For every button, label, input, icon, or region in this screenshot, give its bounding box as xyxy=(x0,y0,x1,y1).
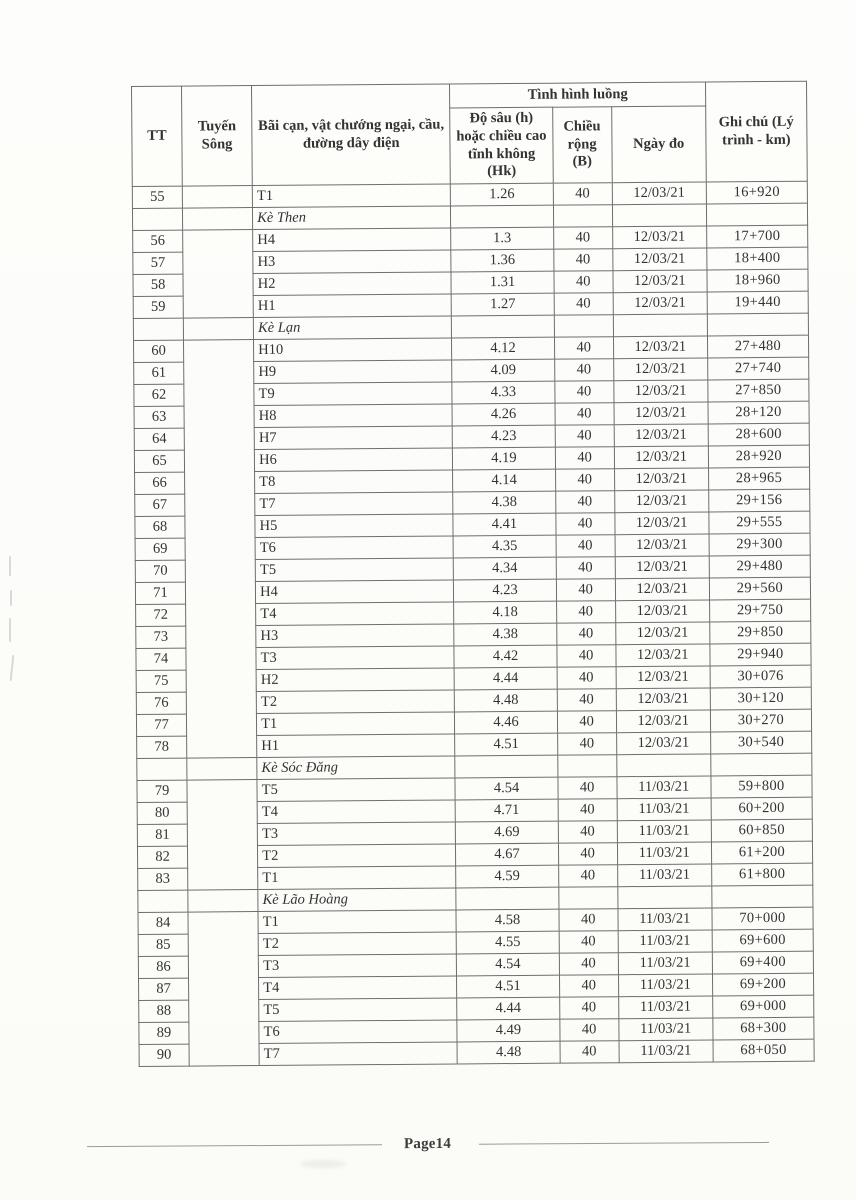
cell-section-name: Kè Then xyxy=(253,206,451,230)
header-channel-group: Tình hình luồng xyxy=(450,82,706,108)
cell-date: 11/03/21 xyxy=(618,996,712,1019)
cell-note: 69+600 xyxy=(712,929,813,952)
cell-obstacle-name: H9 xyxy=(254,360,452,384)
cell-tt: 79 xyxy=(137,780,187,802)
cell-width: 40 xyxy=(556,557,615,579)
cell-depth: 4.54 xyxy=(455,777,557,800)
cell-tt: 82 xyxy=(137,846,187,868)
cell-obstacle-name: T3 xyxy=(257,822,455,846)
cell-width xyxy=(558,887,617,909)
cell-depth: 4.41 xyxy=(453,513,555,536)
cell-depth: 4.67 xyxy=(456,843,558,866)
cell-obstacle-name: T1 xyxy=(252,184,450,208)
cell-obstacle-name: T7 xyxy=(259,1042,457,1066)
cell-depth: 1.36 xyxy=(451,249,553,272)
cell-note: 28+120 xyxy=(708,401,809,424)
footer-rule-right xyxy=(479,1142,769,1145)
cell-date: 11/03/21 xyxy=(617,864,711,887)
cell-note: 69+000 xyxy=(712,995,813,1018)
cell-date: 12/03/21 xyxy=(615,578,709,601)
page-number: Page14 xyxy=(403,1135,452,1153)
cell-tt xyxy=(132,208,182,230)
cell-depth: 4.34 xyxy=(454,557,556,580)
cell-date: 11/03/21 xyxy=(617,776,711,799)
cell-obstacle-name: H3 xyxy=(253,250,451,274)
cell-width: 40 xyxy=(555,403,614,425)
cell-width: 40 xyxy=(558,777,617,799)
header-measure-date: Ngày đo xyxy=(611,106,706,183)
cell-tt: 67 xyxy=(135,494,185,516)
cell-width: 40 xyxy=(558,865,617,887)
cell-depth xyxy=(452,315,554,338)
cell-obstacle-name: T7 xyxy=(255,492,453,516)
cell-note: 29+750 xyxy=(709,599,810,622)
cell-tt: 59 xyxy=(133,296,183,318)
cell-date: 12/03/21 xyxy=(616,666,710,689)
cell-tt: 70 xyxy=(135,560,185,582)
cell-tt: 80 xyxy=(137,802,187,824)
cell-date: 11/03/21 xyxy=(618,908,712,931)
cell-depth: 4.35 xyxy=(453,535,555,558)
cell-width: 40 xyxy=(559,953,618,975)
cell-note: 60+850 xyxy=(711,819,812,842)
cell-obstacle-name: T3 xyxy=(256,646,454,670)
cell-tt: 88 xyxy=(139,1000,189,1022)
cell-obstacle-name: H8 xyxy=(254,404,452,428)
cell-width: 40 xyxy=(559,997,618,1019)
cell-note xyxy=(712,885,813,908)
cell-width: 40 xyxy=(556,645,615,667)
cell-obstacle-name: T2 xyxy=(258,844,456,868)
cell-note xyxy=(711,753,812,776)
cell-date: 12/03/21 xyxy=(612,248,706,271)
cell-depth xyxy=(451,205,553,228)
scan-smudge xyxy=(300,1160,346,1168)
cell-tt: 89 xyxy=(139,1022,189,1044)
cell-date xyxy=(616,754,710,777)
cell-date: 11/03/21 xyxy=(618,952,712,975)
cell-date: 11/03/21 xyxy=(618,930,712,953)
cell-depth: 4.14 xyxy=(453,469,555,492)
cell-date: 12/03/21 xyxy=(614,468,708,491)
cell-date: 12/03/21 xyxy=(614,446,708,469)
cell-note: 68+300 xyxy=(713,1017,814,1040)
cell-depth: 4.48 xyxy=(457,1041,559,1064)
cell-date xyxy=(612,204,706,227)
cell-width: 40 xyxy=(559,1019,618,1041)
cell-tt: 61 xyxy=(134,362,184,384)
cell-note: 29+560 xyxy=(709,577,810,600)
cell-obstacle-name: T4 xyxy=(257,800,455,824)
cell-width: 40 xyxy=(555,425,614,447)
cell-note: 61+800 xyxy=(711,863,812,886)
cell-depth: 4.58 xyxy=(456,909,558,932)
cell-note: 16+920 xyxy=(706,181,807,204)
header-note: Ghi chú (Lý trình - km) xyxy=(705,81,807,182)
cell-depth: 4.51 xyxy=(457,975,559,998)
cell-note: 29+156 xyxy=(709,489,810,512)
cell-date: 12/03/21 xyxy=(614,402,708,425)
cell-depth: 4.69 xyxy=(456,821,558,844)
cell-tuyen-song xyxy=(182,186,252,209)
cell-date xyxy=(613,314,707,337)
header-depth: Độ sâu (h) hoặc chiều cao tĩnh không (Hk) xyxy=(450,107,553,184)
cell-obstacle-name: T1 xyxy=(258,866,456,890)
cell-note: 29+480 xyxy=(709,555,810,578)
cell-note: 18+960 xyxy=(707,269,808,292)
cell-date: 11/03/21 xyxy=(619,1040,713,1063)
cell-depth xyxy=(456,887,558,910)
cell-tt: 76 xyxy=(136,692,186,714)
cell-tt: 85 xyxy=(138,934,188,956)
cell-width: 40 xyxy=(558,821,617,843)
cell-section-name: Kè Lạn xyxy=(253,316,451,340)
cell-depth: 4.48 xyxy=(455,689,557,712)
cell-note: 29+300 xyxy=(709,533,810,556)
cell-width: 40 xyxy=(554,381,613,403)
cell-depth: 4.49 xyxy=(457,1019,559,1042)
cell-width xyxy=(557,755,616,777)
cell-width: 40 xyxy=(558,799,617,821)
cell-note: 69+200 xyxy=(712,973,813,996)
cell-date: 12/03/21 xyxy=(615,556,709,579)
cell-obstacle-name: T5 xyxy=(259,998,457,1022)
cell-tuyen-song xyxy=(184,340,257,759)
cell-tuyen-song xyxy=(187,780,258,891)
cell-depth: 4.44 xyxy=(455,667,557,690)
cell-date: 12/03/21 xyxy=(615,534,709,557)
cell-tt xyxy=(137,758,187,780)
cell-section-name: Kè Sóc Đăng xyxy=(257,756,455,780)
header-width: Chiều rộng (B) xyxy=(552,107,612,183)
cell-note: 30+076 xyxy=(710,665,811,688)
cell-depth: 4.19 xyxy=(453,447,555,470)
table-header xyxy=(132,81,808,186)
cell-section-name: Kè Lão Hoàng xyxy=(258,888,456,912)
cell-date: 11/03/21 xyxy=(617,820,711,843)
cell-depth: 4.59 xyxy=(456,865,558,888)
cell-tuyen-song xyxy=(183,318,253,341)
cell-tt: 68 xyxy=(135,516,185,538)
cell-depth: 4.23 xyxy=(453,425,555,448)
cell-depth: 4.09 xyxy=(452,359,554,382)
cell-obstacle-name: H2 xyxy=(256,668,454,692)
cell-note: 28+965 xyxy=(708,467,809,490)
cell-date: 12/03/21 xyxy=(615,600,709,623)
cell-depth: 4.51 xyxy=(455,733,557,756)
cell-date: 11/03/21 xyxy=(617,842,711,865)
cell-tuyen-song xyxy=(183,208,253,231)
cell-tt: 72 xyxy=(136,604,186,626)
cell-tt: 64 xyxy=(134,428,184,450)
cell-obstacle-name: T1 xyxy=(258,910,456,934)
cell-date: 12/03/21 xyxy=(613,336,707,359)
cell-width: 40 xyxy=(557,689,616,711)
cell-depth: 1.3 xyxy=(451,227,553,250)
cell-date: 12/03/21 xyxy=(616,732,710,755)
cell-width: 40 xyxy=(559,931,618,953)
cell-note: 28+600 xyxy=(708,423,809,446)
cell-obstacle-name: T6 xyxy=(259,1020,457,1044)
cell-tt xyxy=(133,318,183,340)
cell-tt: 78 xyxy=(137,736,187,758)
cell-width: 40 xyxy=(560,1041,619,1063)
cell-note: 61+200 xyxy=(711,841,812,864)
cell-width: 40 xyxy=(557,733,616,755)
cell-width: 40 xyxy=(553,183,612,205)
cell-obstacle-name: H7 xyxy=(254,426,452,450)
cell-tt: 86 xyxy=(138,956,188,978)
cell-depth: 4.18 xyxy=(454,601,556,624)
cell-date: 12/03/21 xyxy=(613,292,707,315)
cell-tt: 71 xyxy=(135,582,185,604)
cell-depth: 4.55 xyxy=(457,931,559,954)
cell-note: 28+920 xyxy=(708,445,809,468)
cell-tuyen-song xyxy=(187,758,257,781)
cell-note xyxy=(706,203,807,226)
page-footer xyxy=(0,1133,856,1155)
scan-artifact xyxy=(10,655,15,681)
cell-obstacle-name: H10 xyxy=(254,338,452,362)
table-body xyxy=(132,181,814,1066)
cell-note: 19+440 xyxy=(707,291,808,314)
cell-note: 29+555 xyxy=(709,511,810,534)
cell-tt: 56 xyxy=(133,230,183,252)
cell-width: 40 xyxy=(559,909,618,931)
cell-width: 40 xyxy=(555,447,614,469)
cell-obstacle-name: H4 xyxy=(253,228,451,252)
cell-obstacle-name: H2 xyxy=(253,272,451,296)
cell-width: 40 xyxy=(554,337,613,359)
cell-tt: 74 xyxy=(136,648,186,670)
cell-obstacle-name: H6 xyxy=(255,448,453,472)
scan-artifact xyxy=(9,618,11,642)
cell-depth: 4.38 xyxy=(454,623,556,646)
cell-note xyxy=(707,313,808,336)
cell-date: 12/03/21 xyxy=(614,424,708,447)
cell-width xyxy=(554,315,613,337)
cell-width xyxy=(553,205,612,227)
cell-note: 27+850 xyxy=(708,379,809,402)
header-obstacle: Bãi cạn, vật chướng ngại, cầu, đường dây điện xyxy=(252,84,451,186)
cell-obstacle-name: H1 xyxy=(253,294,451,318)
cell-obstacle-name: T5 xyxy=(255,558,453,582)
cell-depth: 4.38 xyxy=(453,491,555,514)
cell-depth: 4.23 xyxy=(454,579,556,602)
cell-obstacle-name: T1 xyxy=(257,712,455,736)
header-tt: TT xyxy=(132,86,183,186)
cell-tt: 73 xyxy=(136,626,186,648)
cell-date: 12/03/21 xyxy=(616,688,710,711)
cell-tt: 83 xyxy=(138,868,188,890)
scan-artifact xyxy=(9,556,11,576)
cell-obstacle-name: T9 xyxy=(254,382,452,406)
cell-note: 30+270 xyxy=(710,709,811,732)
cell-depth: 1.26 xyxy=(451,183,553,206)
cell-note: 70+000 xyxy=(712,907,813,930)
cell-tt xyxy=(138,890,188,912)
cell-obstacle-name: T4 xyxy=(256,602,454,626)
scan-artifact xyxy=(10,590,12,606)
cell-date: 12/03/21 xyxy=(615,512,709,535)
footer-rule-left xyxy=(87,1144,382,1147)
cell-date: 12/03/21 xyxy=(612,182,706,205)
cell-tt: 66 xyxy=(135,472,185,494)
cell-tt: 62 xyxy=(134,384,184,406)
cell-date: 12/03/21 xyxy=(616,644,710,667)
cell-tt: 57 xyxy=(133,252,183,274)
cell-date: 11/03/21 xyxy=(618,974,712,997)
cell-obstacle-name: T2 xyxy=(256,690,454,714)
cell-width: 40 xyxy=(553,249,612,271)
cell-date: 12/03/21 xyxy=(615,622,709,645)
cell-obstacle-name: T5 xyxy=(257,778,455,802)
cell-depth: 4.26 xyxy=(452,403,554,426)
cell-obstacle-name: H5 xyxy=(255,514,453,538)
cell-width: 40 xyxy=(557,711,616,733)
cell-depth xyxy=(455,755,557,778)
cell-obstacle-name: T3 xyxy=(258,954,456,978)
cell-obstacle-name: T4 xyxy=(259,976,457,1000)
cell-width: 40 xyxy=(553,227,612,249)
cell-tuyen-song xyxy=(188,912,259,1067)
cell-obstacle-name: H3 xyxy=(256,624,454,648)
cell-width: 40 xyxy=(554,359,613,381)
cell-width: 40 xyxy=(554,271,613,293)
cell-note: 60+200 xyxy=(711,797,812,820)
cell-width: 40 xyxy=(556,579,615,601)
cell-tt: 69 xyxy=(135,538,185,560)
cell-tt: 60 xyxy=(133,340,183,362)
cell-date: 12/03/21 xyxy=(613,358,707,381)
cell-width: 40 xyxy=(555,469,614,491)
cell-width: 40 xyxy=(554,293,613,315)
cell-date: 11/03/21 xyxy=(617,798,711,821)
cell-date: 12/03/21 xyxy=(616,710,710,733)
survey-table-container xyxy=(131,81,815,1067)
cell-date xyxy=(617,886,711,909)
cell-depth: 4.71 xyxy=(456,799,558,822)
cell-depth: 4.12 xyxy=(452,337,554,360)
cell-date: 11/03/21 xyxy=(618,1018,712,1041)
cell-tt: 81 xyxy=(137,824,187,846)
cell-width: 40 xyxy=(557,667,616,689)
cell-depth: 1.27 xyxy=(452,293,554,316)
cell-obstacle-name: T6 xyxy=(255,536,453,560)
cell-obstacle-name: T2 xyxy=(258,932,456,956)
cell-note: 68+050 xyxy=(713,1039,814,1062)
header-tuyen-song: Tuyến Sông xyxy=(182,86,253,187)
cell-obstacle-name: H4 xyxy=(256,580,454,604)
cell-depth: 4.42 xyxy=(454,645,556,668)
cell-note: 27+480 xyxy=(707,335,808,358)
waterway-survey-table xyxy=(131,81,815,1067)
cell-date: 12/03/21 xyxy=(614,490,708,513)
cell-tt: 84 xyxy=(138,912,188,934)
cell-tuyen-song xyxy=(183,230,254,319)
cell-width: 40 xyxy=(556,601,615,623)
cell-note: 18+400 xyxy=(707,247,808,270)
cell-date: 12/03/21 xyxy=(613,380,707,403)
cell-width: 40 xyxy=(556,623,615,645)
cell-width: 40 xyxy=(555,491,614,513)
cell-note: 27+740 xyxy=(707,357,808,380)
cell-note: 17+700 xyxy=(706,225,807,248)
cell-obstacle-name: H1 xyxy=(257,734,455,758)
cell-note: 30+120 xyxy=(710,687,811,710)
cell-tuyen-song xyxy=(188,890,258,913)
cell-width: 40 xyxy=(556,535,615,557)
cell-depth: 4.44 xyxy=(457,997,559,1020)
cell-note: 59+800 xyxy=(711,775,812,798)
cell-tt: 55 xyxy=(132,186,182,208)
cell-width: 40 xyxy=(555,513,614,535)
cell-depth: 4.46 xyxy=(455,711,557,734)
cell-note: 69+400 xyxy=(712,951,813,974)
cell-note: 29+850 xyxy=(710,621,811,644)
cell-note: 30+540 xyxy=(710,731,811,754)
cell-width: 40 xyxy=(558,843,617,865)
cell-tt: 63 xyxy=(134,406,184,428)
cell-date: 12/03/21 xyxy=(612,226,706,249)
cell-depth: 4.54 xyxy=(457,953,559,976)
cell-tt: 87 xyxy=(139,978,189,1000)
cell-tt: 65 xyxy=(134,450,184,472)
cell-tt: 77 xyxy=(136,714,186,736)
cell-width: 40 xyxy=(559,975,618,997)
cell-tt: 58 xyxy=(133,274,183,296)
cell-depth: 1.31 xyxy=(451,271,553,294)
cell-depth: 4.33 xyxy=(452,381,554,404)
cell-tt: 75 xyxy=(136,670,186,692)
cell-date: 12/03/21 xyxy=(613,270,707,293)
cell-note: 29+940 xyxy=(710,643,811,666)
cell-obstacle-name: T8 xyxy=(255,470,453,494)
cell-tt: 90 xyxy=(139,1044,189,1066)
